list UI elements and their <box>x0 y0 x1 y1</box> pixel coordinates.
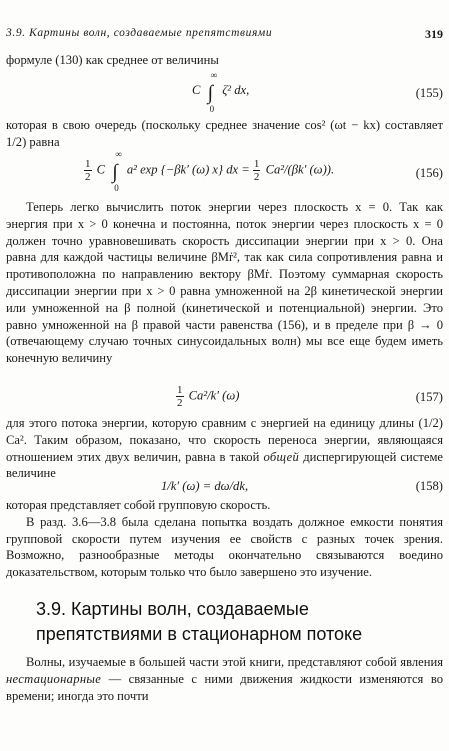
equation-number: (155) <box>415 86 443 100</box>
paragraph-group-velocity <box>6 415 443 482</box>
fraction-denominator: 2 <box>177 397 183 409</box>
integral-upper-limit: ∞ <box>210 70 217 80</box>
fraction-numerator: 1 <box>85 158 91 170</box>
paragraph-text: Теперь легко вычислить поток энергии через плоскость x = 0. Так как энергия при x > 0 конечна и постоянна, поток энергии через плоскость x = 0 должен точно уравновешивать скорость диссипации энергии при x > 0. Она равна для каждой частицы величине βMṙ², так как сила сопротивления равна и противоположна по направлению вектору βMṙ. Поэтому суммарная скорость диссипации энергии при x > 0 равна умноженной на 2β кинетической энергии или умноженной на β полной (кинетической и потенциальной) энергии. Это равно умноженной на β правой части равенства (156), и в пределе при β → 0 (отвечающему случаю точных синусоидальных волн) мы все еще будем иметь конечную величину <box>6 200 443 366</box>
text-run: для этого потока энергии, которую сравним с энергией на единицу длины (1/2) Ca². Таким образом, показано, что скорость переноса энергии, являющаяся отношением этих двух величин, равна в такой <box>6 416 443 464</box>
equation-156 <box>6 149 443 196</box>
equation-term: C <box>192 83 201 97</box>
paragraph-text: В разд. 3.6—3.8 была сделана попытка воздать должное емкости понятия групповой скорости путем изучения ее свойств с разных точек зрения. Возможно, разнообразные методы окончательно связываются воедино доказательством, которым только что было завершено это изучение. <box>6 514 443 580</box>
paragraph-cos <box>6 117 443 151</box>
equation-term: C <box>96 162 106 177</box>
equation-body <box>192 70 250 114</box>
equation-term: Ca²/(βk′ (ω)). <box>265 162 335 177</box>
equation-number: (156) <box>415 166 443 180</box>
paragraph-intro <box>6 52 443 69</box>
section-heading-number: 3.9. <box>36 599 67 619</box>
fraction <box>84 158 92 183</box>
paragraph-text: формуле (130) как среднее от величины <box>6 53 219 67</box>
equation-155 <box>6 70 443 118</box>
running-header-section: 3.9. Картины волн, создаваемые препятствиями <box>6 27 273 39</box>
paragraph-text: которая в свою очередь (поскольку среднее значение cos² (ωt − kx) составляет 1/2) равна <box>6 118 443 149</box>
paragraph-energy-flux <box>6 199 443 367</box>
text-run: диспергирующей системе величине <box>6 449 443 481</box>
equation-term: Ca²/k′ (ω) <box>188 388 240 403</box>
section-heading-line: препятствиями в стационарном потоке <box>36 624 363 644</box>
equation-body: 1/k′ (ω) = dω/dk, <box>161 479 249 493</box>
paragraph-text <box>6 415 443 482</box>
integral-lower-limit: 0 <box>114 183 119 194</box>
fraction-numerator: 1 <box>177 384 183 396</box>
fraction-numerator: 1 <box>253 158 260 170</box>
fraction-denominator: 2 <box>85 171 91 183</box>
equation-158 <box>6 479 443 499</box>
section-heading-text: Картины волн, создаваемые <box>71 599 309 619</box>
section-heading <box>36 597 436 647</box>
running-header <box>6 27 443 43</box>
fraction <box>253 158 261 183</box>
text-run: — связанные с ними движения жидкости изменяются во времени; иногда это почти <box>6 671 443 703</box>
emphasized-word: общей <box>263 449 300 464</box>
fraction-denominator: 2 <box>253 171 260 183</box>
equation-term: ζ² dx, <box>222 83 250 97</box>
paragraph-section-intro <box>6 654 443 704</box>
integral-lower-limit: 0 <box>209 104 215 114</box>
paragraph-text <box>6 654 443 704</box>
equation-body <box>176 384 239 409</box>
equation-number: (158) <box>415 479 443 493</box>
equation-number: (157) <box>415 390 443 404</box>
page-number: 319 <box>425 27 443 41</box>
integral-sign: ∫ ∞ 0 <box>112 149 122 194</box>
paragraph-text: которая представляет собой групповую скорость. <box>6 498 271 512</box>
equation-term: a² exp {−βk′ (ω) x} dx = <box>126 162 250 177</box>
text-run: Волны, изучаемые в большей части этой книги, представляют собой явления <box>26 655 443 669</box>
paragraph-conclusion <box>6 497 443 581</box>
section-heading-line <box>36 597 436 622</box>
equation-body <box>84 149 335 194</box>
integral-sign: ∫ ∞ 0 <box>207 70 217 114</box>
fraction <box>176 384 184 409</box>
integral-upper-limit: ∞ <box>115 149 122 160</box>
emphasized-word: нестационарные <box>6 671 102 686</box>
